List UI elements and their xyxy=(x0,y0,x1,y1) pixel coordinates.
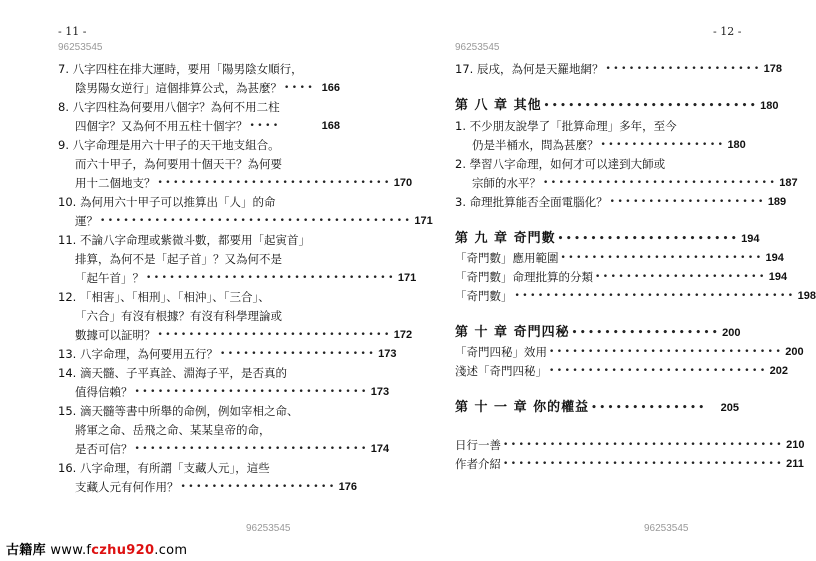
page-number: - 11 - xyxy=(58,25,87,38)
toc-line: 陰男陽女逆行」這個排算公式，為甚麼？ •••• 166 xyxy=(75,81,340,95)
right-page xyxy=(397,0,816,561)
watermark-bottom: 96253545 xyxy=(246,523,291,534)
chapter-heading: 第 十 一 章 你的權益 •••••••••••••• 205 xyxy=(455,400,739,415)
toc-line: 「奇門數」應用範圍 •••••••••••••••••••••••••• 194 xyxy=(455,251,784,265)
site-url-prefix: www.f xyxy=(50,543,92,558)
toc-line: 淺述「奇門四秘」 •••••••••••••••••••••••••••• 202 xyxy=(455,364,788,378)
toc-line: 1. 不少朋友說學了「批算命理」多年，至今 xyxy=(455,119,677,133)
toc-line: 3. 命理批算能否全面電腦化？ •••••••••••••••••••• 189 xyxy=(455,195,787,209)
toc-line: 「起午首」？ •••••••••••••••••••••••••••••••• 171 xyxy=(75,271,417,285)
toc-line: 數據可以証明？ •••••••••••••••••••••••••••••• 172 xyxy=(75,328,413,342)
site-url-suffix: .com xyxy=(154,543,188,558)
toc-line: 日行一善 •••••••••••••••••••••••••••••••••••• 210 xyxy=(455,438,805,452)
toc-line: 13. 八字命理，為何要用五行？ •••••••••••••••••••• 173 xyxy=(58,347,397,361)
toc-line: 16. 八字命理，有所謂「支藏人元」，這些 xyxy=(58,461,270,475)
chapter-heading: 第 十 章 奇門四秘 •••••••••••••••••• 200 xyxy=(455,325,741,340)
toc-line: 運？ •••••••••••••••••••••••••••••••••••••••• 171 xyxy=(75,214,433,228)
toc-line: 宗師的水平？ •••••••••••••••••••••••••••••• 187 xyxy=(472,176,798,190)
page-number: - 12 - xyxy=(713,25,742,38)
toc-line: 仍是半桶水，問為甚麼？ •••••••••••••••• 180 xyxy=(472,138,746,152)
toc-line: 支藏人元有何作用？ •••••••••••••••••••• 176 xyxy=(75,480,358,494)
toc-line: 10. 為何用六十甲子可以推算出「人」的命 xyxy=(58,195,276,209)
site-brand: 古籍库 xyxy=(6,543,46,558)
toc-line: 8. 八字四柱為何要用八個字？為何不用二柱 xyxy=(58,100,280,114)
watermark-top: 96253545 xyxy=(58,42,103,53)
toc-line: 2. 學習八字命理，如何才可以達到大師或 xyxy=(455,157,666,171)
watermark-bottom: 96253545 xyxy=(644,523,689,534)
toc-line: 9. 八字命理是用六十甲子的天干地支組合。 xyxy=(58,138,280,152)
chapter-heading: 第 九 章 奇門數 •••••••••••••••••••••• 194 xyxy=(455,231,760,246)
site-footer[interactable] xyxy=(6,539,187,558)
toc-line: 12. 「相害」、「相刑」、「相沖」、「三合」、 xyxy=(58,290,270,304)
site-url[interactable] xyxy=(50,543,187,558)
site-url-highlight: czhu920 xyxy=(91,543,155,558)
toc-line: 而六十甲子，為何要用十個天干？為何要 xyxy=(75,157,282,171)
toc-line: 「六合」有沒有根據？有沒有科學理論或 xyxy=(75,309,282,323)
toc-line: 7. 八字四柱在排大運時，要用「陽男陰女順行， xyxy=(58,62,303,76)
toc-line: 排算，為何不是「起子首」？又為何不是 xyxy=(75,252,282,266)
toc-line: 15. 滴天髓等書中所舉的命例，例如宰相之命、 xyxy=(58,404,299,418)
toc-line: 是否可信？ •••••••••••••••••••••••••••••• 174 xyxy=(75,442,390,456)
toc-line: 17. 辰戌，為何是天羅地網？ •••••••••••••••••••• 178 xyxy=(455,62,782,76)
toc-line: 11. 不論八字命理或紫微斗數，都要用「起寅首」 xyxy=(58,233,310,247)
toc-line: 值得信賴？ •••••••••••••••••••••••••••••• 173 xyxy=(75,385,390,399)
toc-line: 用十二個地支？ •••••••••••••••••••••••••••••• 170 xyxy=(75,176,413,190)
watermark-top: 96253545 xyxy=(455,42,500,53)
chapter-heading: 第 八 章 其他 •••••••••••••••••••••••••• 180 xyxy=(455,98,779,113)
toc-line: 「奇門數」命理批算的分類 •••••••••••••••••••••• 194 xyxy=(455,270,788,284)
toc-line: 「奇門數」 •••••••••••••••••••••••••••••••••••• 198 xyxy=(455,289,816,303)
toc-line: 作者介紹 •••••••••••••••••••••••••••••••••••• 211 xyxy=(455,457,804,471)
toc-line: 將軍之命、岳飛之命、某某皇帝的命， xyxy=(75,423,271,437)
toc-line: 「奇門四秘」效用 •••••••••••••••••••••••••••••• 200 xyxy=(455,345,804,359)
toc-line: 14. 滴天髓、子平真詮、淵海子平，是否真的 xyxy=(58,366,287,380)
toc-line: 四個字？又為何不用五柱十個字？ •••• 168 xyxy=(75,119,340,133)
